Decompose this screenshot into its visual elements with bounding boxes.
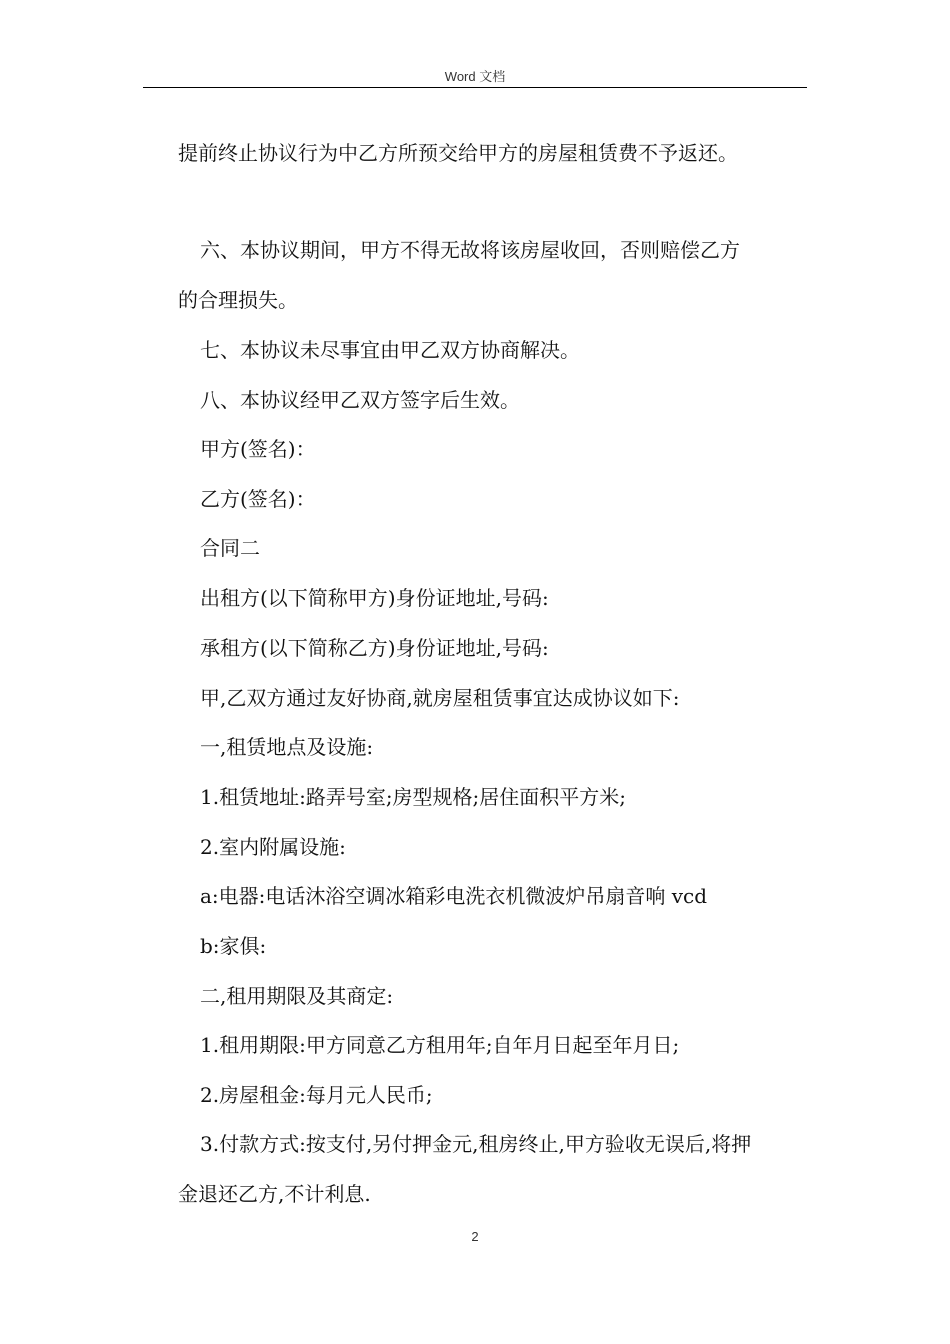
body-line: b:家俱: [200,934,267,958]
page-number: 2 [471,1229,479,1244]
body-line: 乙方(签名)： [200,487,316,511]
body-line: a:电器:电话沐浴空调冰箱彩电洗衣机微波炉吊扇音响 vcd [200,884,708,908]
body-line: 二,租用期限及其商定: [200,984,394,1008]
body-line: 六、本协议期间，甲方不得无故将该房屋收回，否则赔偿乙方 [200,238,740,262]
body-line: 甲,乙双方通过友好协商,就房屋租赁事宜达成协议如下: [200,686,680,710]
body-line: 1.租赁地址:路弄号室;房型规格;居住面积平方米; [200,785,627,809]
page-header-title: Word 文档 [444,69,506,84]
section-title: 合同二 [200,536,260,560]
body-line: 承租方(以下简称乙方)身份证地址,号码: [200,636,549,660]
body-line: 提前终止协议行为中乙方所预交给甲方的房屋租赁费不予返还。 [178,141,738,165]
body-line: 一,租赁地点及设施: [200,735,374,759]
body-line: 七、本协议未尽事宜由甲乙双方协商解决。 [200,338,580,362]
body-line: 的合理损失。 [178,288,298,312]
header-divider [143,87,807,88]
body-line: 甲方(签名)： [200,437,316,461]
body-line: 1.租用期限:甲方同意乙方租用年;自年月日起至年月日; [200,1033,680,1057]
body-line: 2.房屋租金:每月元人民币; [200,1083,433,1107]
body-line: 出租方(以下简称甲方)身份证地址,号码: [200,586,549,610]
body-line: 3.付款方式:按支付,另付押金元,租房终止,甲方验收无误后,将押 [200,1132,752,1156]
body-line: 金退还乙方,不计利息. [178,1182,371,1206]
body-line: 2.室内附属设施: [200,835,346,859]
body-line: 八、本协议经甲乙双方签字后生效。 [200,388,520,412]
